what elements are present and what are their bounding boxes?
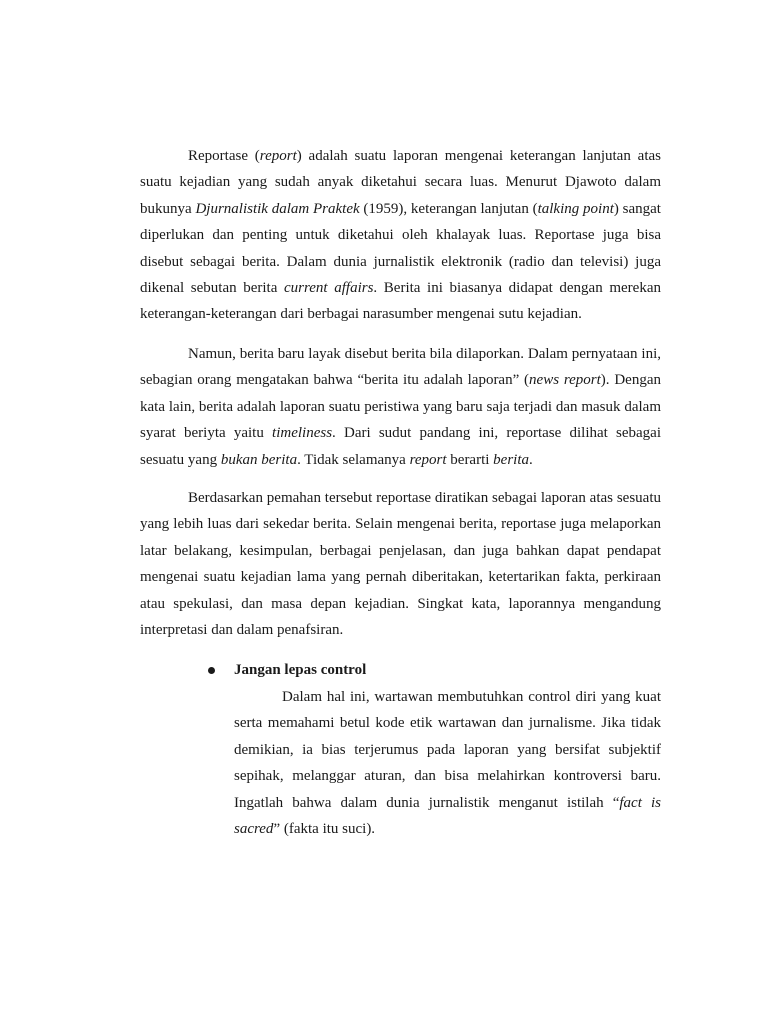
bullet-paragraph — [234, 684, 661, 842]
italic-term: talking point — [537, 200, 614, 217]
bullet-title: Jangan lepas control — [234, 662, 367, 678]
italic-term: current affairs — [284, 280, 374, 297]
italic-term: timeliness — [272, 425, 333, 442]
italic-term: berita — [493, 451, 530, 468]
paragraph-text: Berdasarkan pemahan tersebut reportase diratikan sebagai laporan atas sesuatu yang lebih luas dari sekedar berita. Selain mengenai berita, reportase juga melaporkan latar belakang, kesimpulan, berbagai penjelasan, dan juga bahkan dapat pendapat mengenai suatu kejadian lama yang pernah diberitakan, ketertarikan fakta, perkiraan atau spekulasi, dan masa depan kejadian. Singkat kata, laporannya mengandung interpretasi dan dalam penafsiran. — [140, 490, 661, 639]
italic-term: fact is sacred — [234, 794, 662, 838]
paragraph-text: Dalam hal ini, wartawan membutuhkan control diri yang kuat serta memahami betul kode etik wartawan dan jurnalisme. Jika tidak demikian, ia bias terjerumus pada laporan yang bersifat subjektif sepihak, melanggar aturan, dan bisa melahirkan kontroversi baru. Ingatlah bahwa dalam dunia jurnalistik menganut istilah “fact is sacred” (fakta itu suci). — [234, 689, 662, 838]
italic-term: Djurnalistik dalam Praktek — [195, 200, 360, 217]
italic-term: bukan berita — [220, 451, 298, 468]
bullet-dot-icon — [208, 667, 215, 674]
italic-term: report — [259, 148, 297, 164]
italic-term: news report — [529, 372, 601, 389]
italic-term: report — [409, 451, 447, 468]
paragraph-pemahaman — [140, 485, 661, 643]
paragraph-reportase — [140, 143, 661, 328]
paragraph-text: Namun, berita baru layak disebut berita bila dilaporkan. Dalam pernyataan ini, sebagian orang mengatakan bahwa “berita itu adalah laporan” (news report). Dengan kata lain, berita adalah laporan suatu peristiwa yang baru saja terjadi dan masuk dalam syarat beriyta yaitu timeliness. Dari sudut pandang ini, reportase dilihat sebagai sesuatu yang bukan berita. Tidak selamanya report berarti berita. — [140, 346, 661, 468]
paragraph-berita — [140, 341, 661, 473]
paragraph-text: Reportase (report) adalah suatu laporan mengenai keterangan lanjutan atas suatu kejadian yang sudah anyak diketahui secara luas. Menurut Djawoto dalam bukunya Djurnalistik dalam Praktek (1959), keterangan lanjutan (talking point) sangat diperlukan dan penting untuk diketahui oleh khalayak luas. Reportase juga bisa disebut sebagai berita. Dalam dunia jurnalistik elektronik (radio dan televisi) juga dikenal sebutan berita current affairs. Berita ini biasanya didapat dengan merekan keterangan-keterangan dari berbagai narasumber mengenai sutu kejadian. — [140, 148, 661, 323]
